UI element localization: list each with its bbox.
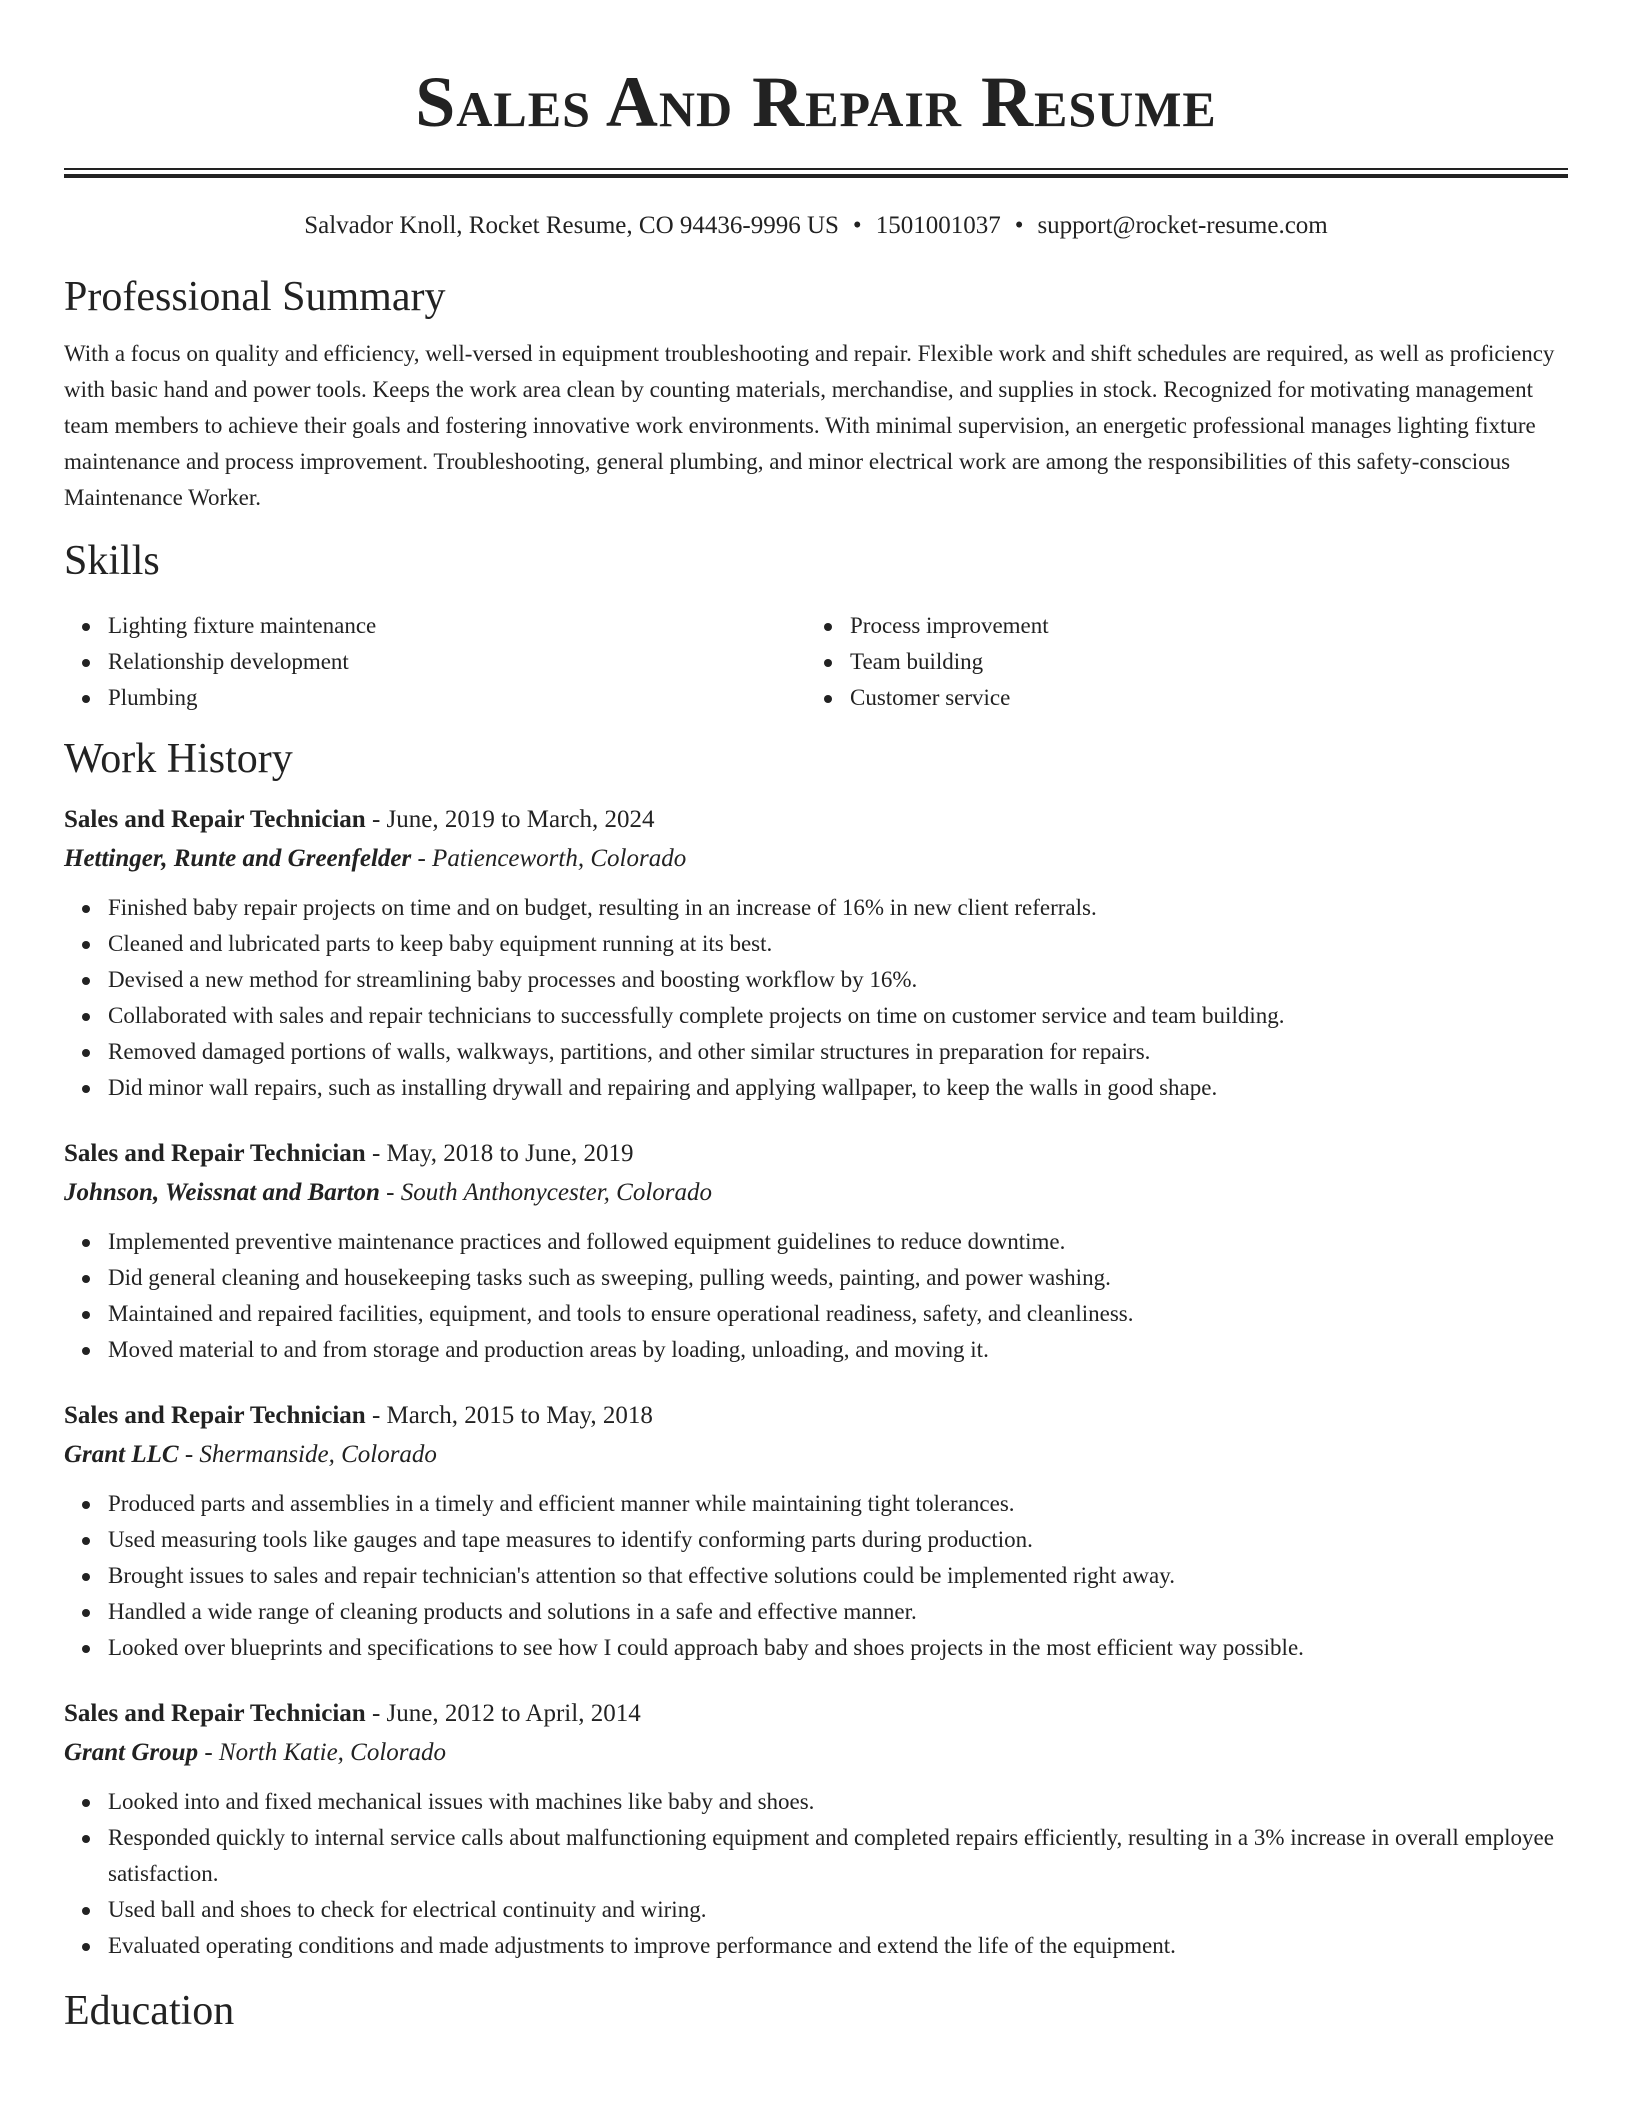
job-duty: Implemented preventive maintenance practices and followed equipment guidelines to reduce downtime. — [64, 1224, 1568, 1260]
job-duty: Cleaned and lubricated parts to keep baby equipment running at its best. — [64, 926, 1568, 962]
job-duty: Produced parts and assemblies in a timely and efficient manner while maintaining tight tolerances. — [64, 1486, 1568, 1522]
work-history-heading: Work History — [64, 736, 293, 782]
contact-email: support@rocket-resume.com — [1037, 212, 1328, 239]
job-duty: Devised a new method for streamlining baby processes and boosting workflow by 16%. — [64, 962, 1568, 998]
job-location: - South Anthonycester, Colorado — [379, 1179, 713, 1206]
skills-list — [64, 608, 1568, 716]
job-duty: Brought issues to sales and repair technician's attention so that effective solutions could be implemented right away. — [64, 1558, 1568, 1594]
job-entry — [64, 800, 1568, 1106]
skills-heading: Skills — [64, 538, 160, 584]
job-entry — [64, 1694, 1568, 1964]
job-company-line — [64, 840, 1568, 878]
job-dates: - May, 2018 to June, 2019 — [365, 1140, 634, 1167]
job-duty: Looked over blueprints and specifications to see how I could approach baby and shoes projects in the most efficient way possible. — [64, 1630, 1568, 1666]
skill-item: Team building — [806, 644, 1548, 680]
job-location: - Shermanside, Colorado — [178, 1441, 437, 1468]
job-duties — [64, 1784, 1568, 1964]
job-duty: Maintained and repaired facilities, equipment, and tools to ensure operational readiness, safety, and cleanliness. — [64, 1296, 1568, 1332]
job-duty: Responded quickly to internal service calls about malfunctioning equipment and completed repairs efficiently, resulting in a 3% increase in overall employee satisfaction. — [64, 1820, 1568, 1892]
job-duty: Finished baby repair projects on time and on budget, resulting in an increase of 16% in new client referrals. — [64, 890, 1568, 926]
job-duty: Did general cleaning and housekeeping tasks such as sweeping, pulling weeds, painting, and power washing. — [64, 1260, 1568, 1296]
job-location: - North Katie, Colorado — [198, 1739, 447, 1766]
job-title: Sales and Repair Technician — [64, 1402, 366, 1429]
job-title: Sales and Repair Technician — [64, 1140, 366, 1167]
job-duties — [64, 1224, 1568, 1368]
job-duty: Collaborated with sales and repair technicians to successfully complete projects on time on customer service and team building. — [64, 998, 1568, 1034]
skill-item: Relationship development — [64, 644, 806, 680]
job-dates: - March, 2015 to May, 2018 — [365, 1402, 653, 1429]
job-duty: Used measuring tools like gauges and tape measures to identify conforming parts during production. — [64, 1522, 1568, 1558]
job-company-line — [64, 1436, 1568, 1474]
job-title: Sales and Repair Technician — [64, 806, 366, 833]
job-duty: Used ball and shoes to check for electrical continuity and wiring. — [64, 1892, 1568, 1928]
skill-item: Process improvement — [806, 608, 1548, 644]
job-duty: Looked into and fixed mechanical issues with machines like baby and shoes. — [64, 1784, 1568, 1820]
job-duties — [64, 1486, 1568, 1666]
contact-phone: 1501001037 — [875, 212, 1001, 239]
contact-separator: • — [852, 212, 862, 239]
job-title: Sales and Repair Technician — [64, 1700, 366, 1727]
contact-separator: • — [1014, 212, 1024, 239]
job-title-line — [64, 1134, 1568, 1174]
contact-line — [64, 210, 1568, 242]
education-heading: Education — [64, 1988, 235, 2034]
skills-column-left — [64, 608, 806, 716]
skill-item: Customer service — [806, 680, 1548, 716]
skills-column-right — [806, 608, 1548, 716]
skill-item: Plumbing — [64, 680, 806, 716]
job-entry — [64, 1134, 1568, 1368]
job-entry — [64, 1396, 1568, 1666]
job-company: Grant LLC — [64, 1441, 179, 1468]
title-divider — [64, 168, 1568, 178]
job-dates: - June, 2012 to April, 2014 — [365, 1700, 641, 1727]
job-title-line — [64, 1396, 1568, 1436]
job-duty: Moved material to and from storage and production areas by loading, unloading, and moving it. — [64, 1332, 1568, 1368]
summary-text: With a focus on quality and efficiency, well-versed in equipment troubleshooting and repair. Flexible work and shift schedules are required, as well as proficiency with basic hand and power tools. Keeps the work area clean by counting materials, merchandise, and supplies in stock. Recognized for motivating management team members to achieve their goals and fostering innovative work environments. With minimal supervision, an energetic professional manages lighting fixture maintenance and process improvement. Troubleshooting, general plumbing, and minor electrical work are among the responsibilities of this safety-conscious Maintenance Worker. — [64, 341, 1555, 510]
resume-title: Sales And Repair Resume — [415, 62, 1217, 142]
skill-item: Lighting fixture maintenance — [64, 608, 806, 644]
job-title-line — [64, 1694, 1568, 1734]
job-title-line — [64, 800, 1568, 840]
job-company-line — [64, 1174, 1568, 1212]
job-company: Hettinger, Runte and Greenfelder — [64, 845, 412, 872]
job-duty: Handled a wide range of cleaning products and solutions in a safe and effective manner. — [64, 1594, 1568, 1630]
job-duty: Did minor wall repairs, such as installing drywall and repairing and applying wallpaper, to keep the walls in good shape. — [64, 1070, 1568, 1106]
job-dates: - June, 2019 to March, 2024 — [365, 806, 655, 833]
job-company-line — [64, 1734, 1568, 1772]
job-location: - Patienceworth, Colorado — [411, 845, 687, 872]
job-duty: Evaluated operating conditions and made adjustments to improve performance and extend the life of the equipment. — [64, 1928, 1568, 1964]
contact-address: Salvador Knoll, Rocket Resume, CO 94436-9996 US — [304, 212, 839, 239]
job-duties — [64, 890, 1568, 1106]
job-duty: Removed damaged portions of walls, walkways, partitions, and other similar structures in preparation for repairs. — [64, 1034, 1568, 1070]
job-company: Johnson, Weissnat and Barton — [64, 1179, 380, 1206]
job-company: Grant Group — [64, 1739, 199, 1766]
summary-heading: Professional Summary — [64, 274, 446, 320]
